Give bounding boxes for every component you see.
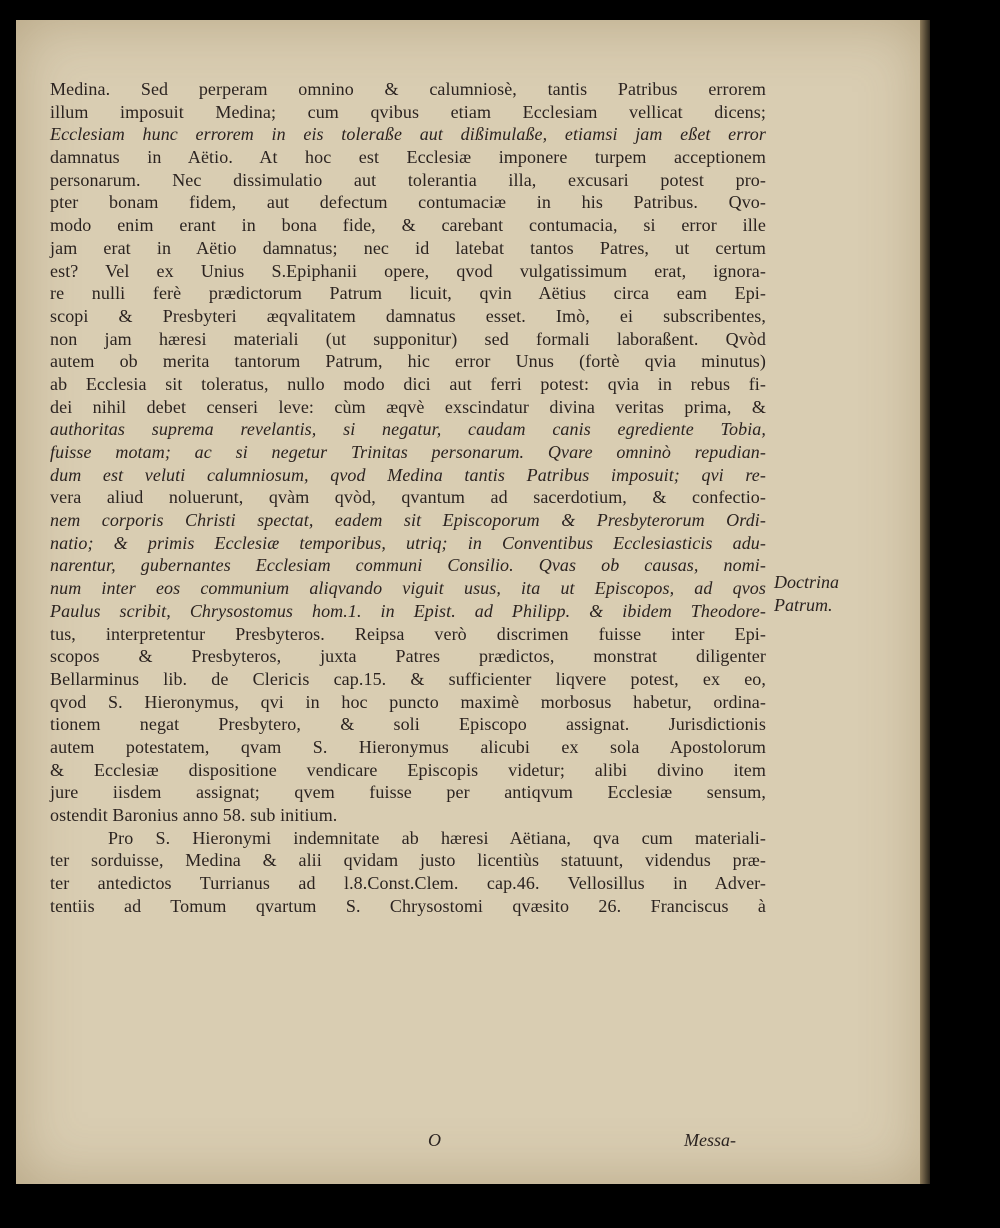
text-line: autem ob merita tantorum Patrum, hic error Unus (fortè qvia minutus)	[50, 351, 766, 372]
text-line: personarum. Nec dissimulatio aut tolerantia illa, excusari potest pro-	[50, 169, 766, 190]
text-line: dum est veluti calumniosum, qvod Medina tantis Patribus imposuit; qvi re-	[50, 464, 766, 485]
text-line: tentiis ad Tomum qvartum S. Chrysostomi qvæsito 26. Franciscus à	[50, 895, 766, 916]
text-line: authoritas suprema revelantis, si negatur, caudam canis egrediente Tobia,	[50, 419, 766, 440]
text-line: vera aliud noluerunt, qvàm qvòd, qvantum ad sacerdotium, & confectio-	[50, 487, 766, 508]
text-line: pter bonam fidem, aut defectum contumaciæ in his Patribus. Qvo-	[50, 192, 766, 213]
text-line: qvod S. Hieronymus, qvi in hoc puncto maximè morbosus habetur, ordina-	[50, 691, 766, 712]
signature-mark: O	[428, 1130, 441, 1150]
text-line: natio; & primis Ecclesiæ temporibus, utriq; in Conventibus Ecclesiasticis adu-	[50, 532, 766, 553]
marginal-note-line: Doctrina	[774, 572, 839, 592]
text-line: ostendit Baronius anno 58. sub initium.	[50, 805, 338, 825]
text-line: autem potestatem, qvam S. Hieronymus alicubi ex sola Apostolorum	[50, 736, 766, 757]
text-line: scopi & Presbyteri æqvalitatem damnatus esset. Imò, ei subscribentes,	[50, 305, 766, 326]
text-line: narentur, gubernantes Ecclesiam communi Consilio. Qvas ob causas, nomi-	[50, 555, 766, 576]
text-line: illum imposuit Medina; cum qvibus etiam Ecclesiam vellicat dicens;	[50, 101, 766, 122]
book-page	[16, 20, 924, 1184]
page-footer	[16, 1130, 916, 1154]
text-line: & Ecclesiæ dispositione vendicare Episcopis videtur; alibi divino item	[50, 759, 766, 780]
text-line: tionem negat Presbytero, & soli Episcopo assignat. Jurisdictionis	[50, 714, 766, 735]
body-text	[50, 78, 766, 917]
marginal-note-line: Patrum.	[774, 595, 833, 615]
text-line: dei nihil debet censeri leve: cùm æqvè exscindatur divina veritas prima, &	[50, 396, 766, 417]
text-line: non jam hæresi materiali (ut supponitur) sed formali laboraßent. Qvòd	[50, 328, 766, 349]
text-line: Ecclesiam hunc errorem in eis toleraße aut dißimulaße, etiamsi jam eßet error	[50, 124, 766, 145]
text-line: ter antedictos Turrianus ad l.8.Const.Clem. cap.46. Vellosillus in Adver-	[50, 873, 766, 894]
text-line: jam erat in Aëtio damnatus; nec id latebat tantos Patres, ut certum	[50, 237, 766, 258]
text-line: fuisse motam; ac si negetur Trinitas personarum. Qvare omninò repudian-	[50, 442, 766, 462]
catchword: Messa-	[684, 1130, 736, 1150]
marginal-note	[774, 571, 884, 617]
text-line: nem corporis Christi spectat, eadem sit Episcoporum & Presbyterorum Ordi-	[50, 510, 766, 531]
text-line: re nulli ferè prædictorum Patrum licuit, qvin Aëtius circa eam Epi-	[50, 283, 766, 304]
text-line: Bellarminus lib. de Clericis cap.15. & sufficienter liqvere potest, ex eo,	[50, 668, 766, 689]
text-line: Medina. Sed perperam omnino & calumniosè, tantis Patribus errorem	[50, 79, 766, 99]
text-line: ab Ecclesia sit toleratus, nullo modo dici aut ferri potest: qvia in rebus fi-	[50, 373, 766, 394]
text-line: est? Vel ex Unius S.Epiphanii opere, qvod vulgatissimum erat, ignora-	[50, 260, 766, 281]
page-edge-shadow	[920, 20, 930, 1184]
text-line: damnatus in Aëtio. At hoc est Ecclesiæ imponere turpem acceptionem	[50, 147, 766, 168]
text-line: num inter eos communium aliqvando viguit usus, ita ut Episcopos, ad qvos	[50, 578, 766, 599]
text-line: Paulus scribit, Chrysostomus hom.1. in Epist. ad Philipp. & ibidem Theodore-	[50, 600, 766, 621]
text-line: tus, interpretentur Presbyteros. Reipsa verò discrimen fuisse inter Epi-	[50, 623, 766, 644]
text-line: Pro S. Hieronymi indemnitate ab hæresi Aëtiana, qva cum materiali-	[108, 827, 766, 848]
text-line: ter sorduisse, Medina & alii qvidam justo licentiùs statuunt, videndus præ-	[50, 850, 766, 871]
text-line: scopos & Presbyteros, juxta Patres prædictos, monstrat diligenter	[50, 646, 766, 667]
text-line: jure iisdem assignat; qvem fuisse per antiqvum Ecclesiæ sensum,	[50, 782, 766, 803]
text-line: modo enim erant in bona fide, & carebant contumacia, si error ille	[50, 215, 766, 236]
